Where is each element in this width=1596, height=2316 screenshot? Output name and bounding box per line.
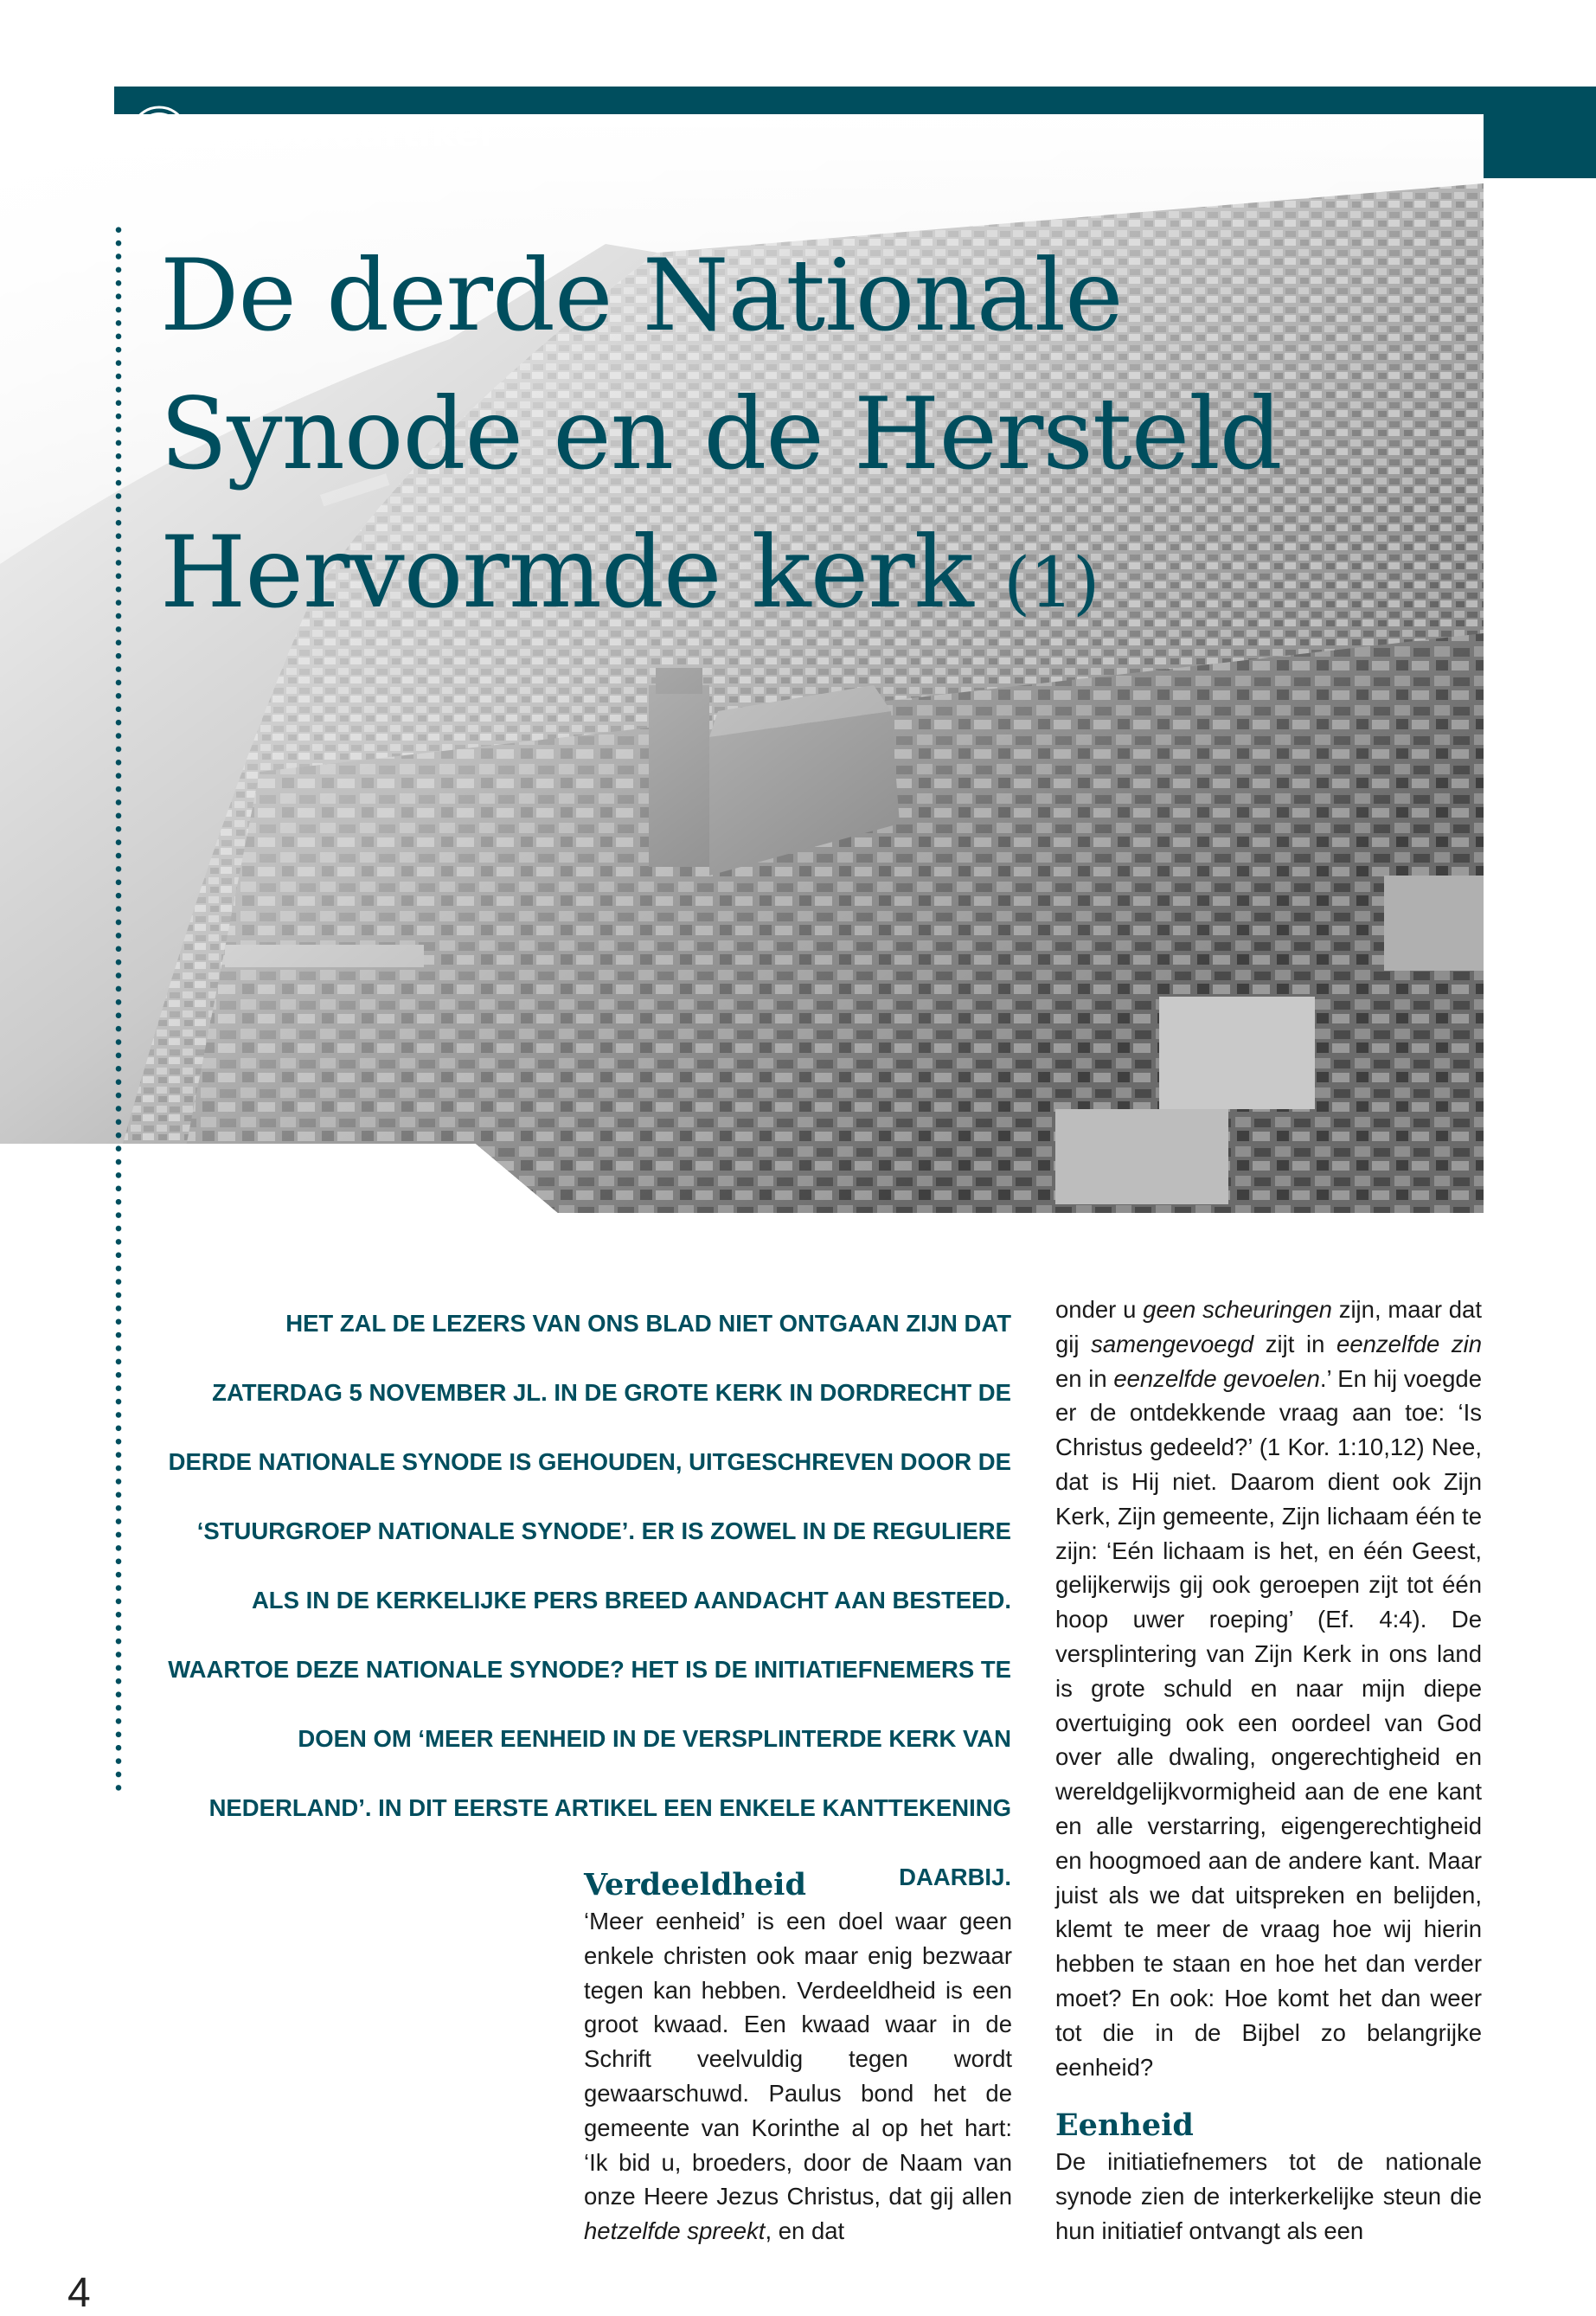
title-line-3: Hervormde kerk — [160, 515, 973, 630]
page-number: 4 — [67, 2270, 91, 2316]
emphasis-text: samengevoegd — [1091, 1330, 1254, 1357]
text-run: .’ En hij voegde er de ontdekkende vraag aan toe: ‘Is Christus gedeeld?’ (1 Kor. 1:10,12) Nee, dat is Hij niet. Daarom dient ook Zijn Kerk, Zijn gemeente, Zijn lichaam één te zijn: ‘Eén lichaam is het, en één Geest, gelijkerwijs gij ook geroepen zijt tot één hoop uwer roeping’ (Ef. 4:4). De versplintering van Zijn Kerk in ons land is grote schuld en naar mijn diepe overtuiging ook een oordeel van God over alle dwaling, ongerechtigheid en wereldgelijkvormigheid aan de ene kant en alle verstarring, eigengerechtigheid en hoogmoed aan de andere kant. Maar juist als we dat uitspreken en belijden, klemt te meer de vraag hoe wij hierin hebben te staan en hoe het dan verder moet? En ook: Hoe komt het dan weer tot die in de Bijbel zo belangrijke eenheid? — [1055, 1364, 1483, 2081]
title-line-2: Synode en de Hersteld — [160, 376, 1282, 491]
paragraph-text: ‘Meer eenheid’ is een doel waar geen enkele christen ook maar enig bezwaar tegen kan hebben. Verdeeldheid is een groot kwaad. Een kwaad waar in de Schrift veelvuldig tegen wordt gewaarschuwd. Paulus bond het de gemeente van Korinthe al op het hart: ‘Ik bid u, broeders, door de Naam van onze Heere Jezus Christus, dat gij allen — [584, 1908, 1012, 2210]
text-run: zijt in — [1265, 1330, 1325, 1357]
text-run: zijn, maar dat gij — [1055, 1296, 1482, 1357]
body-column-1 — [584, 1866, 1012, 2249]
paragraph-eenheid: De initiatiefnemers tot de nationale synode zien de interkerkelijke steun die hun initiatief ontvangt als een — [1055, 2148, 1482, 2244]
emphasis-text: eenzelfde gevoelen — [1113, 1364, 1320, 1392]
text-run: en in — [1055, 1364, 1107, 1392]
paragraph-text-tail: , en dat — [765, 2217, 845, 2245]
body-column-2 — [1055, 1293, 1482, 2249]
text-run: onder u — [1055, 1296, 1137, 1323]
dotted-vertical-rule — [115, 223, 122, 1798]
article-title — [160, 227, 1371, 652]
subheading-verdeeldheid: Verdeeldheid — [584, 1867, 806, 1902]
emphasis-text: geen scheuringen — [1143, 1296, 1332, 1323]
title-part-number: (1) — [1003, 542, 1099, 623]
clock-icon — [128, 104, 190, 166]
title-line-1: De derde Nationale — [160, 238, 1123, 353]
paragraph-verdeeldheid — [584, 1904, 1012, 2249]
emphasis-text: eenzelfde zin — [1336, 1330, 1483, 1357]
emphasis-text: hetzelfde spreekt — [584, 2217, 766, 2245]
article-intro: HET ZAL DE LEZERS VAN ONS BLAD NIET ONTGAAN ZIJN DAT ZATERDAG 5 NOVEMBER JL. IN DE GROTE KERK IN DORDRECHT DE DERDE NATIONALE SYNODE IS GEHOUDEN, UITGESCHREVEN DOOR DE ‘STUURGROEP NATIONALE SYNODE’. ER IS ZOWEL IN DE REGULIERE ALS IN DE KERKELIJKE PERS BREED AANDACHT AAN BESTEED. WAARTOE DEZE NATIONALE SYNODE? HET IS DE INITIATIEFNEMERS TE DOEN OM ‘MEER EENHEID IN DE VERSPLINTERDE KERK VAN NEDERLAND’. IN DIT EERSTE ARTIKEL EEN ENKELE KANTTEKENING DAARBIJ. — [168, 1310, 1011, 1890]
subheading-eenheid: Eenheid — [1055, 2107, 1194, 2144]
paragraph-continued — [1055, 1293, 1482, 2084]
section-label: | Hoofdartikel — [211, 112, 492, 155]
